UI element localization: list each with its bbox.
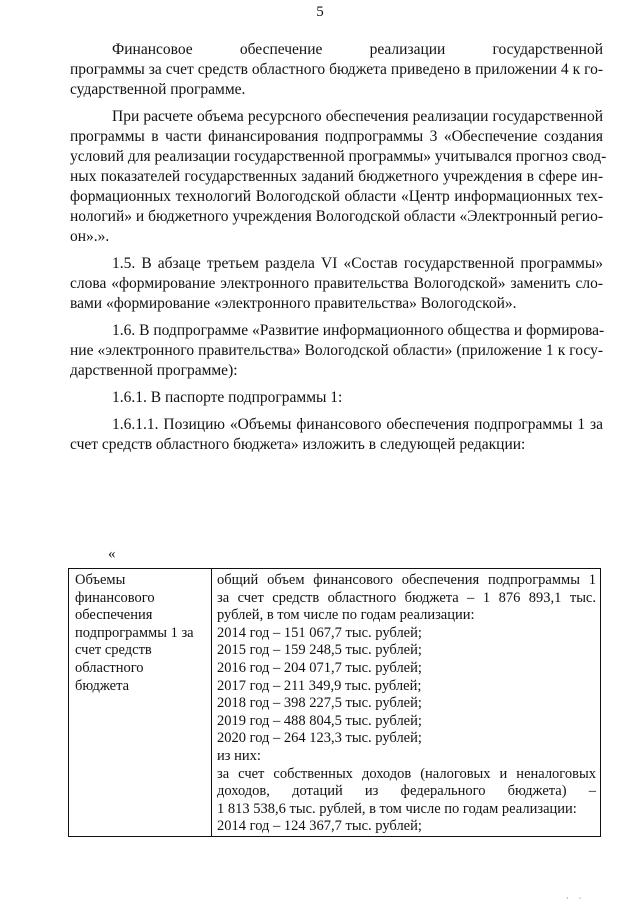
text-line: сударственной программе. (70, 81, 246, 98)
text-line: 1.6. В подпрограмме «Развитие информационного общества и формирова- (112, 322, 605, 339)
paragraph (70, 388, 603, 408)
paragraph (70, 415, 603, 455)
value-line: 2015 год – 159 248,5 тыс. рублей; (217, 642, 422, 659)
value-line: рублей, в том числе по годам реализации: (217, 607, 475, 624)
scan-marks: · · (566, 894, 586, 903)
table-row (69, 569, 601, 837)
value-line: 2020 год – 264 123,3 тыс. рублей; (217, 730, 422, 747)
label-line: Объемы (75, 572, 126, 588)
text-line: нологий» и бюджетного учреждения Вологодской области «Электронный регио- (70, 208, 603, 225)
text-line: счет средств областного бюджета» изложить в следующей редакции: (70, 436, 526, 453)
value-line: из них: (217, 747, 261, 764)
label-line: подпрограммы 1 за (75, 624, 194, 641)
text-line: программы за счет средств областного бюджета приведено в приложении 4 к го- (70, 61, 603, 78)
text-line: 1.6.1.1. Позицию «Объемы финансового обеспечения подпрограммы 1 за (112, 416, 603, 433)
label-line: областного (75, 659, 144, 676)
text-line: 1.5. В абзаце третьем раздела VI «Состав государственной программы» (112, 255, 603, 272)
text-line: программы в части финансирования подпрограммы 3 «Обеспечение создания (70, 128, 603, 145)
text-line: При расчете объема ресурсного обеспечения реализации государственной (112, 108, 603, 125)
value-line: 2017 год – 211 349,9 тыс. рублей; (217, 677, 422, 694)
table-cell-value (212, 569, 601, 837)
value-line: за счет собственных доходов (налоговых и неналоговых (217, 765, 596, 782)
table-cell-label (69, 569, 212, 837)
text-line: слова «формирование электронного правительства Вологодской» заменить сло- (70, 275, 603, 292)
opening-quote-mark: « (108, 546, 116, 562)
paragraph (70, 107, 607, 247)
value-line: общий объем финансового обеспечения подпрограммы 1 (217, 572, 596, 588)
paragraph (70, 254, 603, 314)
value-line: 2019 год – 488 804,5 тыс. рублей; (217, 712, 422, 729)
text-line: он».». (70, 228, 110, 245)
text-line: Финансовое обеспечение реализации государственной (112, 41, 603, 58)
value-line: доходов, дотаций из федерального бюджета) – (217, 783, 596, 800)
text-line: 1.6.1. В паспорте подпрограммы 1: (112, 389, 343, 406)
text-line: дарственной программе): (70, 362, 238, 379)
label-line: финансового (75, 589, 155, 606)
page-number: 5 (316, 4, 324, 20)
value-line: 1 813 538,6 тыс. рублей, в том числе по годам реализации: (217, 800, 577, 817)
text-line: условий для реализации государственной программы» учитывался прогноз свод- (70, 148, 607, 165)
value-line: за счет средств областного бюджета – 1 876 893,1 тыс. (217, 589, 596, 606)
label-line: обеспечения (75, 607, 153, 624)
text-line: ных показателей государственных заданий бюджетного учреждения в сфере ин- (70, 168, 603, 185)
text-line: ние «электронного правительства» Вологодской области» (приложение 1 к госу- (70, 342, 603, 359)
value-line: 2018 год – 398 227,5 тыс. рублей; (217, 695, 422, 712)
paragraph (70, 40, 603, 100)
value-line: 2016 год – 204 071,7 тыс. рублей; (217, 659, 422, 676)
label-line: счет средств (75, 642, 152, 659)
text-line: вами «формирование «электронного правительства» Вологодской». (70, 295, 517, 312)
paragraph (70, 321, 603, 381)
value-line: 2014 год – 124 367,7 тыс. рублей; (217, 818, 422, 835)
text-line: формационных технологий Вологодской области «Центр информационных тех- (70, 188, 603, 205)
label-line: бюджета (75, 677, 130, 694)
value-line: 2014 год – 151 067,7 тыс. рублей; (217, 624, 422, 641)
financing-table (68, 568, 601, 837)
document-body (70, 40, 607, 455)
